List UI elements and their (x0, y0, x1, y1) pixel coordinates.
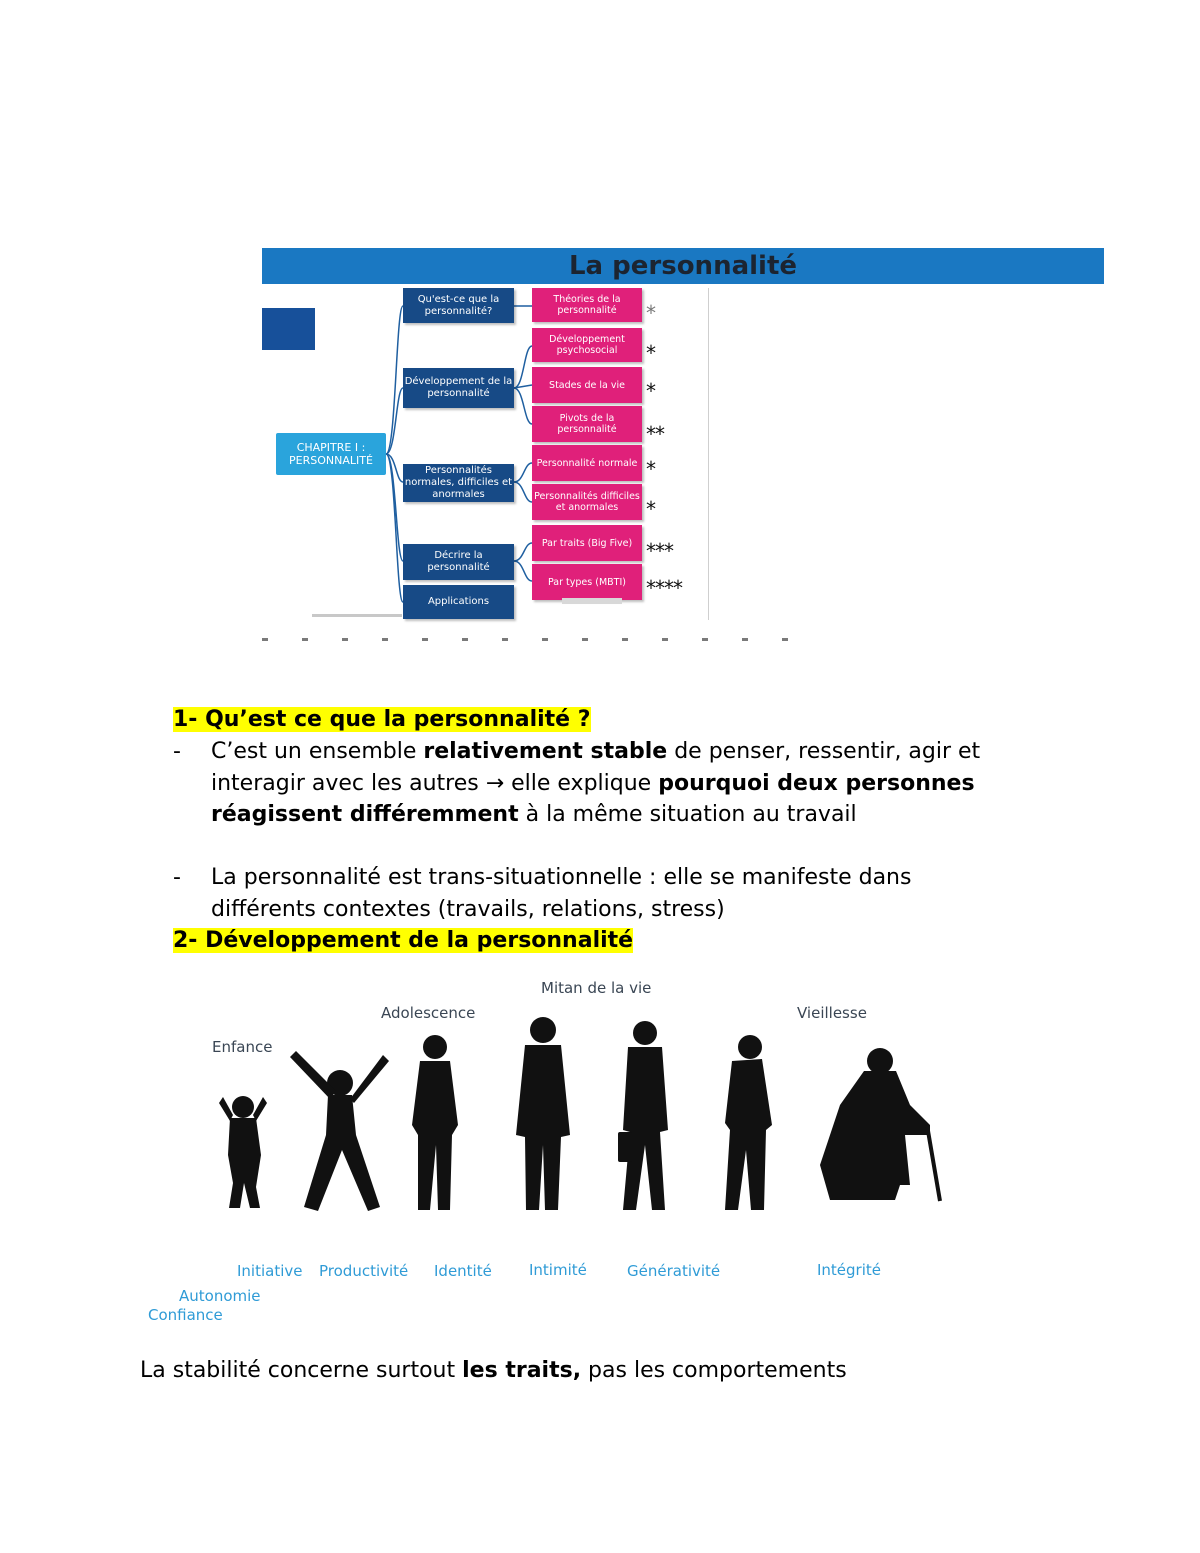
branch-node: Décrire la personnalité (403, 544, 514, 580)
bullet-paragraph: C’est un ensemble relativement stable de penser, ressentir, agir et interagir avec les autres → elle explique pourquoi deux personnes réagissent différemment à la même situation au travail (211, 739, 981, 827)
leaf-node: Développement psychosocial (532, 328, 642, 362)
silhouettes (140, 975, 960, 1335)
leaf-node: Pivots de la personnalité (532, 406, 642, 442)
diagram-connectors (262, 248, 1104, 643)
value-label: Identité (434, 1262, 492, 1280)
branch-node: Développement de la personnalité (403, 368, 514, 408)
branch-node: Qu'est-ce que la personnalité? (403, 288, 514, 323)
star-marks: * (646, 379, 655, 403)
personality-diagram (262, 248, 1104, 643)
diagram-divider (708, 288, 709, 620)
star-marks: **** (646, 576, 682, 600)
life-stages-illustration (140, 975, 960, 1335)
star-marks: * (646, 341, 655, 365)
leaf-node: Par traits (Big Five) (532, 525, 642, 561)
star-marks: * (646, 497, 655, 521)
star-marks: * (646, 301, 655, 325)
conclusion-sentence: La stabilité concerne surtout les traits, pas les comportements (140, 1358, 847, 1383)
old-person-cane-silhouette (820, 1048, 940, 1201)
stage-label: Mitan de la vie (541, 979, 652, 997)
value-label: Initiative (237, 1262, 303, 1280)
branch-node: Personnalités normales, difficiles et anormales (404, 465, 513, 500)
value-label: Autonomie (179, 1287, 261, 1305)
leaf-node: Personnalités difficiles et anormales (532, 484, 642, 520)
star-marks: * (646, 457, 655, 481)
diagram-source-line (312, 614, 402, 617)
stage-label: Adolescence (381, 1004, 476, 1022)
leaf-node: Personnalité normale (532, 445, 642, 481)
stage-label: Enfance (212, 1038, 273, 1056)
bullet-paragraph: La personnalité est trans-situationnelle : elle se manifeste dans différents contextes (travails, relations, stress) (211, 865, 912, 922)
diagram-root-node: CHAPITRE I : PERSONNALITÉ (276, 433, 386, 475)
adolescent-silhouette (412, 1035, 458, 1210)
child-silhouette (219, 1096, 267, 1208)
value-label: Productivité (319, 1262, 409, 1280)
adult-silhouette (516, 1017, 570, 1210)
diagram-faded-mark (562, 598, 622, 604)
diagram-title: La personnalité (262, 248, 1104, 284)
leaf-node: Théories de la personnalité (532, 288, 642, 322)
bullet-dash: - (173, 739, 181, 764)
star-marks: ** (646, 422, 664, 446)
star-marks: *** (646, 539, 673, 563)
adult-briefcase-silhouette (618, 1021, 668, 1210)
jumping-silhouette (290, 1051, 389, 1211)
stage-label: Vieillesse (797, 1004, 867, 1022)
leaf-node: Par types (MBTI) (532, 564, 642, 600)
leaf-node: Stades de la vie (532, 367, 642, 403)
section2-heading: 2- Développement de la personnalité (173, 928, 634, 953)
value-label: Intimité (529, 1261, 587, 1279)
elder-silhouette (725, 1035, 772, 1210)
diagram-cropped-text (262, 638, 822, 641)
bullet-dash: - (173, 865, 181, 890)
branch-node: Applications (403, 585, 514, 619)
value-label: Confiance (148, 1306, 223, 1324)
section1-heading: 1- Qu’est ce que la personnalité ? (173, 707, 591, 732)
value-label: Générativité (627, 1262, 721, 1280)
value-label: Intégrité (817, 1261, 882, 1279)
